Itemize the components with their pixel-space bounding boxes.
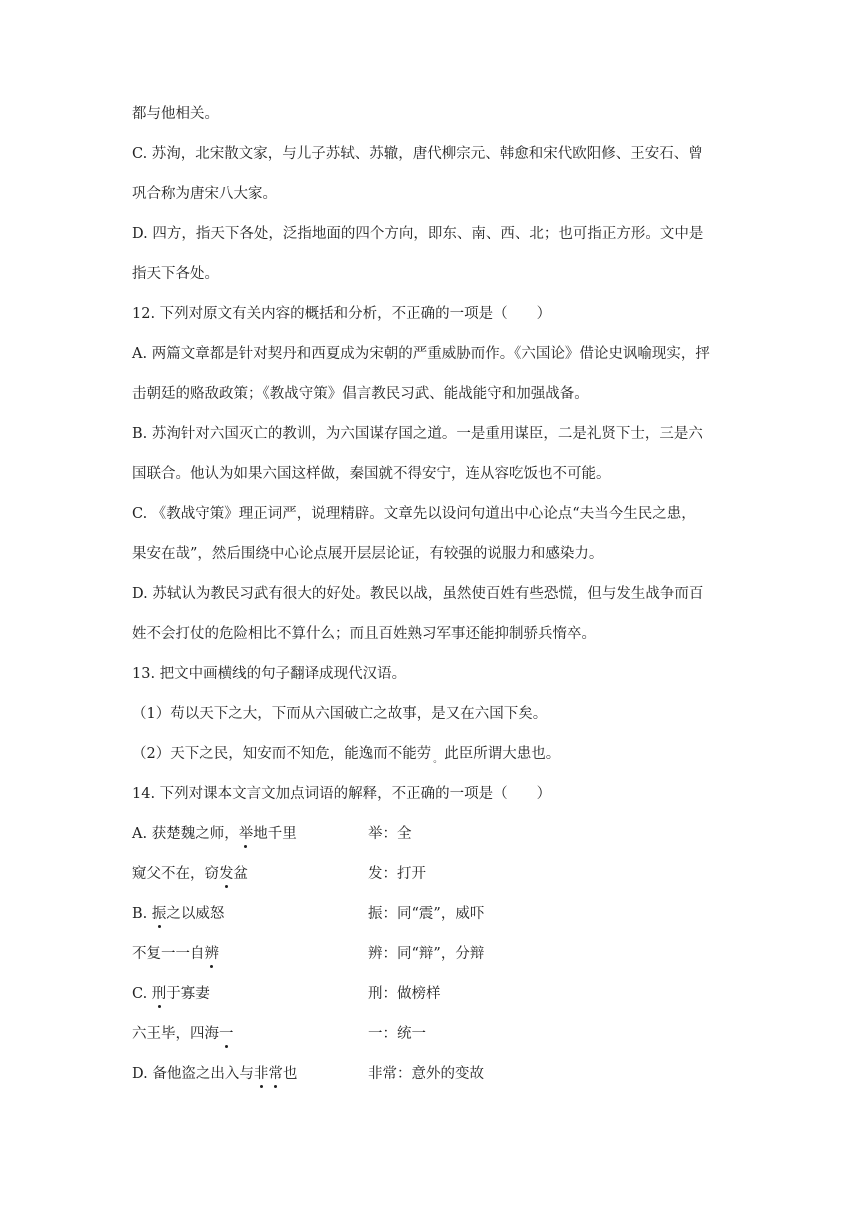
sentence-text: 之以威怒 [166, 906, 225, 922]
sentence-text: 于寡妻 [166, 986, 210, 1002]
q12-option-b-line-2: 国联合。他认为如果六国这样做，秦国就不得安宁，连从容吃饭也不可能。 [132, 466, 611, 482]
q12-option-d-line-2: 姓不会打仗的危险相比不算什么；而且百姓熟习军事还能抑制骄兵惰卒。 [132, 626, 596, 642]
q14-option-a-gloss-1: 举：全 [368, 826, 412, 842]
sentence-text: 地千里 [253, 826, 297, 842]
q14-option-a-sentence-1 [132, 824, 732, 844]
q12-option-c-line-1: C. 《教战守策》理正词严，说理精辟。文章先以设问句道出中心论点“夫当今生民之患， [132, 506, 696, 522]
q12-option-c-line-2: 果安在哉”，然后围绕中心论点展开层层论证，有较强的说服力和感染力。 [132, 546, 604, 562]
dotted-word: 辨 [204, 946, 219, 962]
text-line: 都与他相关。 [132, 106, 219, 122]
dotted-word: 发 [219, 866, 234, 882]
dotted-word: 一 [219, 1026, 234, 1042]
q13-sentence-2-mark: 。 [433, 755, 443, 765]
dotted-word: 举 [238, 826, 254, 842]
q14-option-a-gloss-2: 发：打开 [368, 866, 426, 882]
question-14: 14. 下列对课本文言文加点词语的解释，不正确的一项是（ ） [132, 786, 552, 802]
option-d-line-2: 指天下各处。 [132, 266, 219, 282]
q14-option-a-sentence-2 [132, 864, 732, 884]
sentence-text: 六王毕，四海 [132, 1026, 219, 1042]
sentence-text: A. 获楚魏之师， [132, 826, 239, 842]
q13-sentence-2-part-1: （2）天下之民，知安而不知危，能逸而不能劳 [132, 746, 432, 762]
q13-sentence-2-part-2: 此臣所谓大患也。 [444, 746, 561, 762]
q12-option-d-line-1: D. 苏轼认为教民习武有很大的好处。教民以战，虽然使百姓有些恐慌，但与发生战争而百 [132, 586, 704, 602]
q14-option-b-gloss-2: 辨：同“辩”，分辩 [368, 946, 485, 962]
q14-option-d-gloss-1: 非常：意外的变故 [368, 1066, 484, 1082]
q12-option-a-line-1: A. 两篇文章都是针对契丹和西夏成为宋朝的严重威胁而作。《六国论》借论史讽喻现实，抨 [132, 346, 710, 362]
dotted-word: 刑 [151, 986, 167, 1002]
option-c-line-2: 巩合称为唐宋八大家。 [132, 186, 277, 202]
q14-option-c-gloss-2: 一：统一 [368, 1026, 426, 1042]
option-c-line-1: C. 苏洵，北宋散文家，与儿子苏轼、苏辙，唐代柳宗元、韩愈和宋代欧阳修、王安石、曾 [132, 146, 703, 162]
question-12: 12. 下列对原文有关内容的概括和分析，不正确的一项是（ ） [132, 306, 552, 322]
dotted-word: 常 [268, 1066, 283, 1082]
question-13: 13. 把文中画横线的句子翻译成现代汉语。 [132, 666, 407, 682]
q12-option-b-line-1: B. 苏洵针对六国灭亡的教训，为六国谋存国之道。一是重用谋臣，二是礼贤下士，三是六 [132, 426, 703, 442]
sentence-text: C. [132, 986, 152, 1002]
q14-option-c-gloss-1: 刑：做榜样 [368, 986, 441, 1002]
sentence-text: 不复一一自 [132, 946, 205, 962]
sentence-text: D. 备他盗之出入与 [132, 1066, 254, 1082]
sentence-text: 窥父不在，窃 [132, 866, 219, 882]
q12-option-a-line-2: 击朝廷的赂敌政策；《教战守策》倡言教民习武、能战能守和加强战备。 [132, 386, 589, 402]
sentence-text: B. [132, 906, 152, 922]
q13-sentence-1: （1）苟以天下之大，下而从六国破亡之故事，是又在六国下矣。 [132, 706, 548, 722]
dotted-word: 振 [151, 906, 167, 922]
sentence-text: 盆 [233, 866, 248, 882]
option-d-line-1: D. 四方，指天下各处，泛指地面的四个方向，即东、南、西、北；也可指正方形。文中是 [132, 226, 704, 242]
dotted-word: 非 [253, 1066, 269, 1082]
q14-option-b-gloss-1: 振：同“震”，威吓 [368, 906, 485, 922]
q13-sentence-2 [132, 744, 732, 770]
q14-option-c-sentence-2 [132, 1024, 732, 1044]
sentence-text: 也 [282, 1066, 298, 1082]
